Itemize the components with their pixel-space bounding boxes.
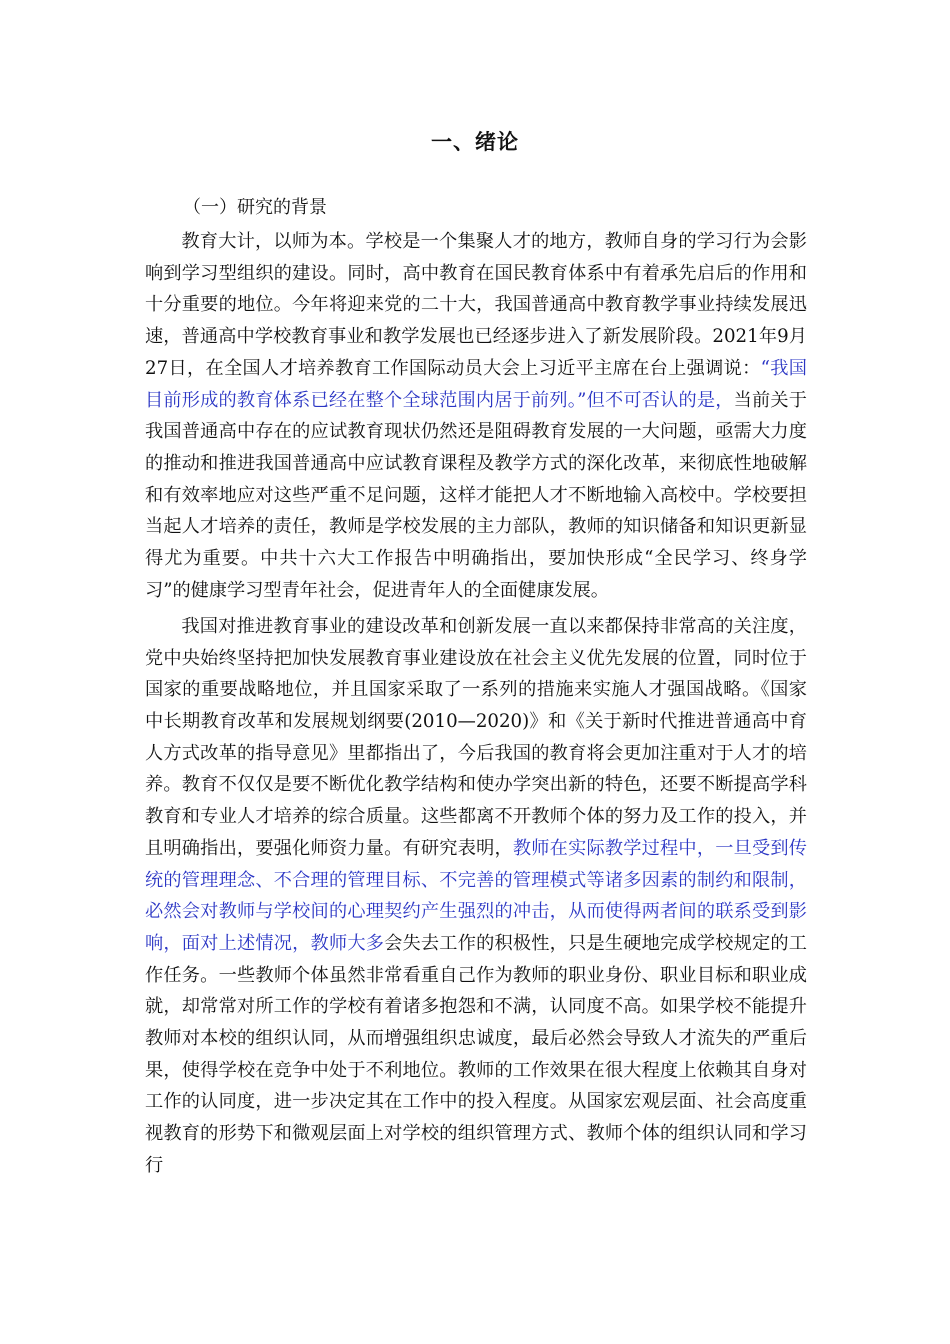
paragraph-2-text-b: 会失去工作的积极性，只是生硬地完成学校规定的工作任务。一些教师个体虽然非常看重自己作为教师的职业身份、职业目标和职业成就，却常常对所工作的学校有着诸多抱怨和不满，认同度不高。如果学校不能提升教师对本校的组织认同，从而增强组织忠诚度，最后必然会导致人才流失的严重后果，使得学校在竞争中处于不利地位。教师的工作效果在很大程度上依赖其自身对工作的认同度，进一步决定其在工作中的投入程度。从国家宏观层面、社会高度重视教育的形势下和微观层面上对学校的组织管理方式、教师个体的组织认同和学习行 — [145, 932, 807, 1176]
highlighted-passage: 教师在实际教学过程中，一旦受到传统的管理理念、不合理的管理目标、不完善的管理模式等诸多因素的制约和限制，必然会对教师与学校间的心理契约产生强烈的冲击，从而使得两者间的联系受到影响，面对上述情况，教师大多 — [145, 837, 807, 954]
paragraph-1-text-b: 当前关于我国普通高中存在的应试教育现状仍然还是阻碍教育发展的一大问题，亟需大力度的推动和推进我国普通高中应试教育课程及教学方式的深化改革，来彻底性地破解和有效率地应对这些严重不足问题，这样才能把人才不断地输入高校中。学校要担当起人才培养的责任，教师是学校发展的主力部队，教师的知识储备和知识更新显得尤为重要。中共十六大工作报告中明确指出，要加快形成“全民学习、终身学习”的健康学习型青年社会，促进青年人的全面健康发展。 — [145, 389, 807, 601]
paragraph-2 — [145, 611, 807, 1182]
body-text — [145, 226, 807, 1186]
section-title: （一）研究的背景 — [183, 197, 327, 218]
paragraph-1-text-a: 教育大计，以师为本。学校是一个集聚人才的地方，教师自身的学习行为会影响到学习型组织的建设。同时，高中教育在国民教育体系中有着承先启后的作用和十分重要的地位。今年将迎来党的二十大，我国普通高中教育教学事业持续发展迅速，普通高中学校教育事业和教学发展也已经逐步进入了新发展阶段。2021年9月27日，在全国人才培养教育工作国际动员大会上习近平主席在台上强调说： — [145, 231, 807, 379]
paragraph-2-text-a: 我国对推进教育事业的建设改革和创新发展一直以来都保持非常高的关注度，党中央始终坚持把加快发展教育事业建设放在社会主义优先发展的位置，同时位于国家的重要战略地位，并且国家采取了一系列的措施来实施人才强国战略。《国家中长期教育改革和发展规划纲要(2010—2020)》和《关于新时代推进普通高中育人方式改革的指导意见》里都指出了，今后我国的教育将会更加注重对于人才的培养。教育不仅仅是要不断优化教学结构和使办学突出新的特色，还要不断提高学科教育和专业人才培养的综合质量。这些都离不开教师个体的努力及工作的投入，并且明确指出，要强化师资力量。有研究表明， — [145, 615, 807, 859]
paragraph-1 — [145, 226, 807, 606]
chapter-heading: 一、绪论 — [431, 129, 519, 154]
highlighted-quote: “我国目前形成的教育体系已经在整个全球范围内居于前列。”但不可否认的是， — [145, 357, 807, 411]
